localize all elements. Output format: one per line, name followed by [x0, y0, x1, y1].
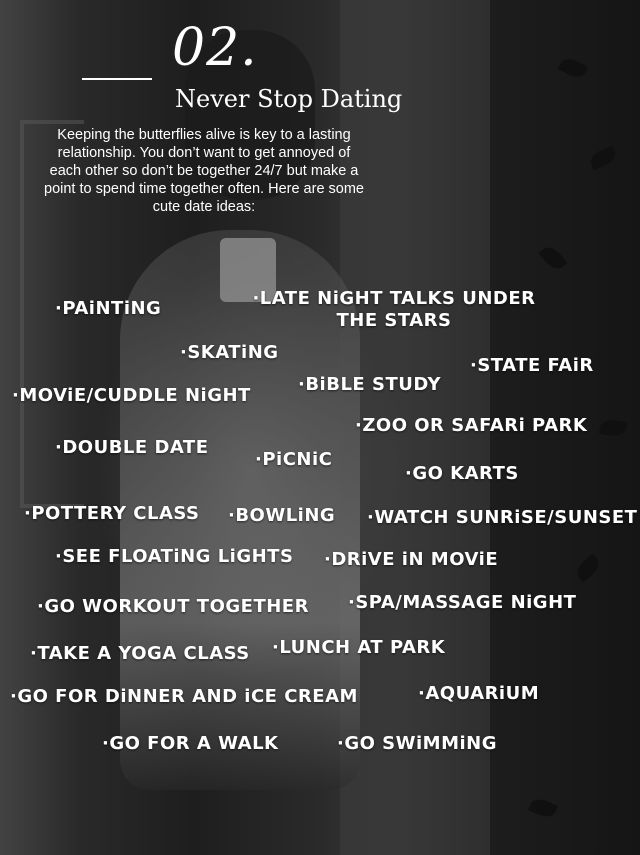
idea-item: ·TAKE A YOGA CLASS [30, 643, 250, 664]
idea-item: ·SKATiNG [180, 342, 279, 363]
idea-item: ·STATE FAiR [470, 355, 594, 376]
idea-item: ·BOWLiNG [228, 505, 336, 526]
idea-item: ·LUNCH AT PARK [272, 637, 446, 658]
idea-item: ·WATCH SUNRiSE/SUNSET [367, 507, 638, 528]
idea-item: ·ZOO OR SAFARi PARK [355, 415, 588, 436]
idea-item: ·GO SWiMMiNG [337, 733, 498, 754]
idea-item: ·AQUARiUM [418, 683, 540, 704]
idea-item: ·LATE NiGHT TALKS UNDER THE STARS [252, 288, 536, 331]
idea-item: ·GO WORKOUT TOGETHER [37, 596, 309, 617]
idea-item: ·SPA/MASSAGE NiGHT [348, 592, 577, 613]
page-title: Never Stop Dating [175, 85, 403, 113]
section-number: 02. [172, 18, 258, 78]
intro-paragraph: Keeping the butterflies alive is key to a lasting relationship. You don’t want to get annoyed of each other so don’t be together 24/7 but make a point to spend time together often. Here are some cute date ideas: [44, 127, 364, 215]
idea-item: ·BiBLE STUDY [298, 374, 442, 395]
idea-item: ·POTTERY CLASS [24, 503, 200, 524]
idea-item: ·DRiVE iN MOViE [324, 549, 499, 570]
title-rule [82, 78, 152, 80]
idea-item: ·MOViE/CUDDLE NiGHT [12, 385, 251, 406]
idea-item: ·GO FOR DiNNER AND iCE CREAM [10, 686, 358, 707]
idea-item: ·SEE FLOATiNG LiGHTS [55, 546, 294, 567]
idea-item: ·PiCNiC [255, 449, 333, 470]
idea-item: ·GO KARTS [405, 463, 519, 484]
idea-item: ·PAiNTiNG [55, 298, 162, 319]
idea-item: ·DOUBLE DATE [55, 437, 209, 458]
idea-item: ·GO FOR A WALK [102, 733, 279, 754]
